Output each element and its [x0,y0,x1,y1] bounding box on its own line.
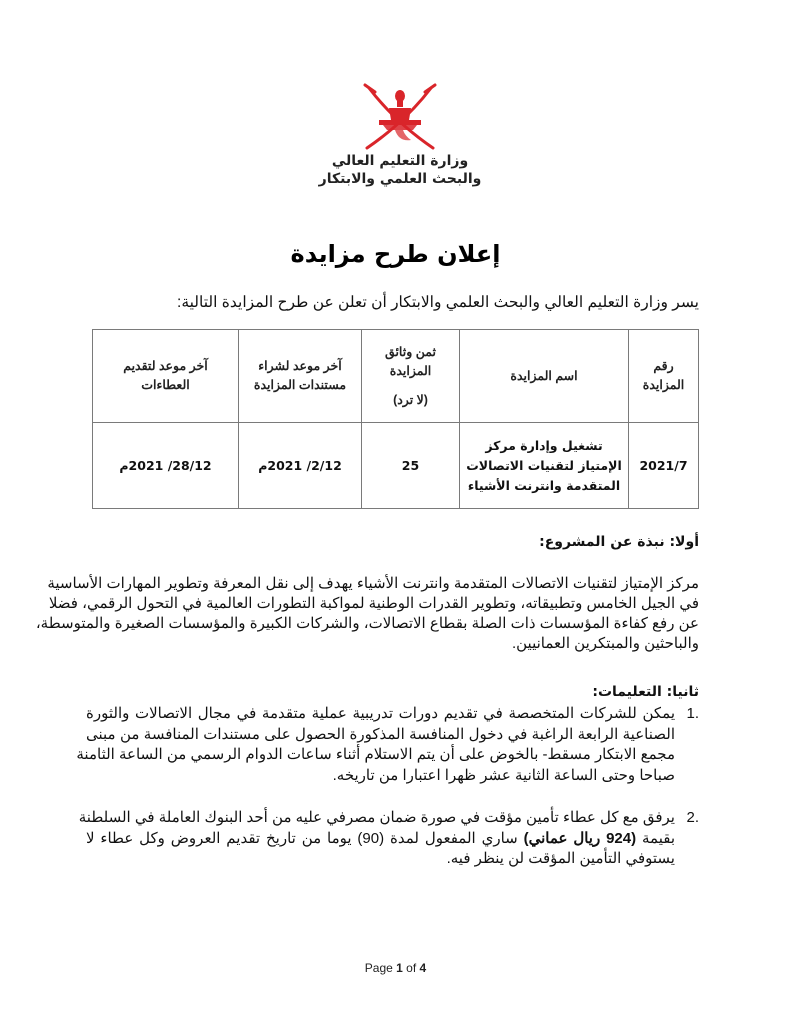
section-heading-instructions: ثانيا: التعليمات: [592,684,699,700]
instruction-item-1 [76,704,699,786]
page-current: 1 [396,961,403,975]
header-tender-name: اسم المزايدة [460,330,629,423]
list-line: يمكن للشركات المتخصصة في تقديم دورات تدريبية عملية متقدمة في مجال الاتصالات والثورة [86,705,675,722]
cell-tender-number: 2021/7 [629,423,699,509]
guarantee-amount: (924 ريال عماني) [523,829,637,847]
header-document-price [362,330,460,423]
ministry-name-line2: والبحث العلمي والابتكار [318,171,482,187]
instruction-item-2 [78,808,699,870]
page-prefix: Page [364,961,397,975]
intro-text: يسر وزارة التعليم العالي والبحث العلمي والابتكار أن تعلن عن طرح المزايدة التالية: [177,294,699,311]
ministry-name [300,152,500,188]
oman-national-emblem-icon [355,82,445,152]
cell-document-price: 25 [362,423,460,509]
cell-tender-name: تشغيل وإدارة مركز الإمتياز لتقنيات الاتصالات المتقدمة وانترنت الأشياء [460,423,629,509]
paragraph-line: والباحثين والمبتكرين العمانيين. [511,635,699,652]
list-text: ساري المفعول لمدة (90) يوما من تاريخ تقديم العروض وكل عطاء لا [86,829,524,847]
page-footer [0,961,791,975]
page-total: 4 [419,961,427,975]
list-line: الصناعية الرابعة الراغبة في دخول المنافسة المذكورة الحصول على مستندات المنافسة من مبنى [86,725,675,743]
list-number: 2. [686,809,699,826]
header-document-price-label: ثمن وثائق المزايدة [385,344,436,378]
table-row [93,423,699,509]
list-text: بقيمة [636,829,676,847]
ministry-name-line1: وزارة التعليم العالي [331,153,469,169]
header-document-price-note: (لا ترد) [393,392,428,407]
list-line: يرفق مع كل عطاء تأمين مؤقت في صورة ضمان مصرفي عليه من أحد البنوك العاملة في السلطنة [78,809,675,826]
page-title: إعلان طرح مزايدة [290,240,501,268]
list-line [86,829,675,850]
header-purchase-deadline: آخر موعد لشراء مستندات المزايدة [239,330,362,423]
list-line: صباحا وحتى الساعة الثانية عشر ظهرا اعتبارا من تاريخه. [332,766,675,784]
table-header-row [93,330,699,423]
paragraph-line: في الجيل الخامس وتطبيقاته، وتطوير القدرات الوطنية لمواكبة التطورات العالمية في التحول الرقمي، فضلا [48,595,699,612]
cell-submission-deadline: 28/12/ 2021م [93,423,239,509]
project-overview-paragraph [35,574,699,654]
list-line: مجمع الابتكار مسقط- بالخوض على أن يتم الاستلام أثناء ساعات الدوام الرسمي من الساعة الثامنة [76,746,675,763]
list-line: يستوفي التأمين المؤقت لن ينظر فيه. [446,850,675,867]
header-tender-number: رقم المزايدة [629,330,699,423]
header-submission-deadline: آخر موعد لتقديم العطاءات [93,330,239,423]
tender-table [92,329,699,509]
paragraph-line: مركز الإمتياز لتقنيات الاتصالات المتقدمة وانترنت الأشياء يهدف إلى نقل المعرفة وتطوير المهارات الأساسية [47,575,699,592]
paragraph-line: عن رفع كفاءة المؤسسات ذات الصلة بقطاع الاتصالات، والشركات الكبيرة والمؤسسات الصغيرة والمتوسطة، [35,615,699,632]
list-number: 1. [686,705,699,722]
section-heading-overview: أولا: نبذة عن المشروع: [539,534,699,550]
page-of: of [402,961,420,975]
cell-purchase-deadline: 2/12/ 2021م [239,423,362,509]
